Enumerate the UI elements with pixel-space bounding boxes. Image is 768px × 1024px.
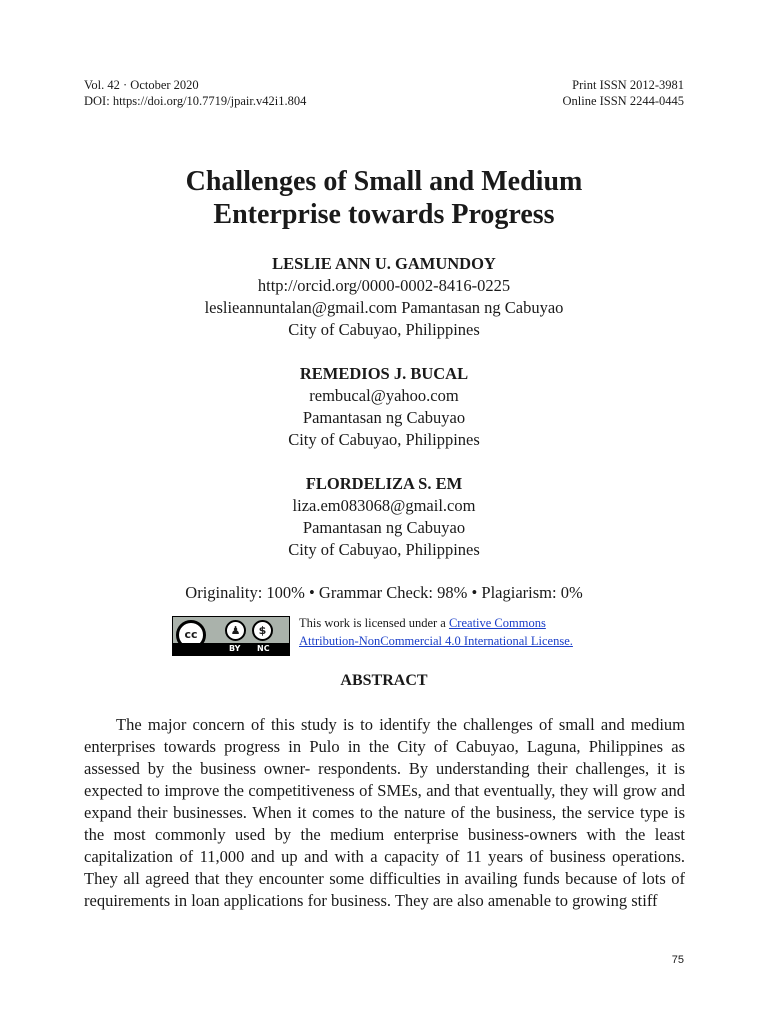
author-orcid[interactable]: http://orcid.org/0000-0002-8416-0225 [257, 276, 511, 295]
author-3 [84, 473, 684, 561]
author-2 [84, 363, 684, 451]
author-name: LESLIE ANN U. GAMUNDOY [272, 254, 496, 273]
author-name: REMEDIOS J. BUCAL [299, 364, 469, 383]
author-location: City of Cabuyao, Philippines [288, 430, 480, 449]
issn-info [562, 77, 684, 109]
author-location: City of Cabuyao, Philippines [288, 320, 480, 339]
license-prefix: This work is licensed under a [299, 616, 449, 630]
license-text [299, 614, 573, 650]
journal-info [84, 77, 306, 109]
author-1 [84, 253, 684, 341]
originality-metrics: Originality: 100% • Grammar Check: 98% • Plagiarism: 0% [185, 583, 583, 602]
page-number: 75 [671, 954, 684, 966]
print-issn: Print ISSN 2012-3981 [572, 78, 684, 92]
authors-list [84, 253, 684, 583]
author-location: City of Cabuyao, Philippines [288, 540, 480, 559]
author-name: FLORDELIZA S. EM [305, 474, 463, 493]
author-affiliation: Pamantasan ng Cabuyao [302, 408, 466, 427]
attribution-person-icon: ♟ [225, 620, 246, 641]
license-link-part-1[interactable]: Creative Commons [448, 616, 546, 630]
volume-text: Vol. 42 · October 2020 [84, 78, 199, 92]
title-line-1: Challenges of Small and Medium [185, 166, 583, 197]
online-issn: Online ISSN 2244-0445 [562, 94, 684, 108]
author-affiliation: Pamantasan ng Cabuyao [302, 518, 466, 537]
author-email-affiliation: leslieannuntalan@gmail.com Pamantasan ng Cabuyao [204, 298, 564, 317]
author-email: rembucal@yahoo.com [309, 386, 459, 405]
noncommercial-dollar-icon: $ [252, 620, 273, 641]
author-email: liza.em083068@gmail.com [292, 496, 476, 515]
title-line-2: Enterprise towards Progress [213, 199, 555, 230]
abstract-heading: ABSTRACT [340, 672, 428, 689]
abstract-text: The major concern of this study is to identify the challenges of small and medium enterprises towards progress in Pulo in the City of Cabuyao, Laguna, Philippines as assessed by the business owner- respondents. By understanding their challenges, it is expected to improve the competitiveness of SMEs, and that eventually, they will grow and expand their businesses. When it comes to the nature of the business, the service type is the most commonly used by the medium enterprise business-owners with the least capitalization of 11,000 and up and with a capacity of 11 years of business operations. They all agreed that they encounter some difficulties in availing funds because of lots of requirements in loan applications for business. They are also amenable to growing stiff [84, 715, 685, 910]
doi-text: DOI: https://doi.org/10.7719/jpair.v42i1.804 [84, 94, 307, 108]
cc-icon: cc [176, 620, 206, 650]
nc-label: NC [257, 644, 270, 653]
by-label: BY [229, 644, 241, 653]
paper-title [84, 165, 684, 231]
license-link-part-2[interactable]: Attribution-NonCommercial 4.0 International License. [299, 634, 573, 648]
cc-by-nc-badge[interactable] [172, 616, 290, 656]
